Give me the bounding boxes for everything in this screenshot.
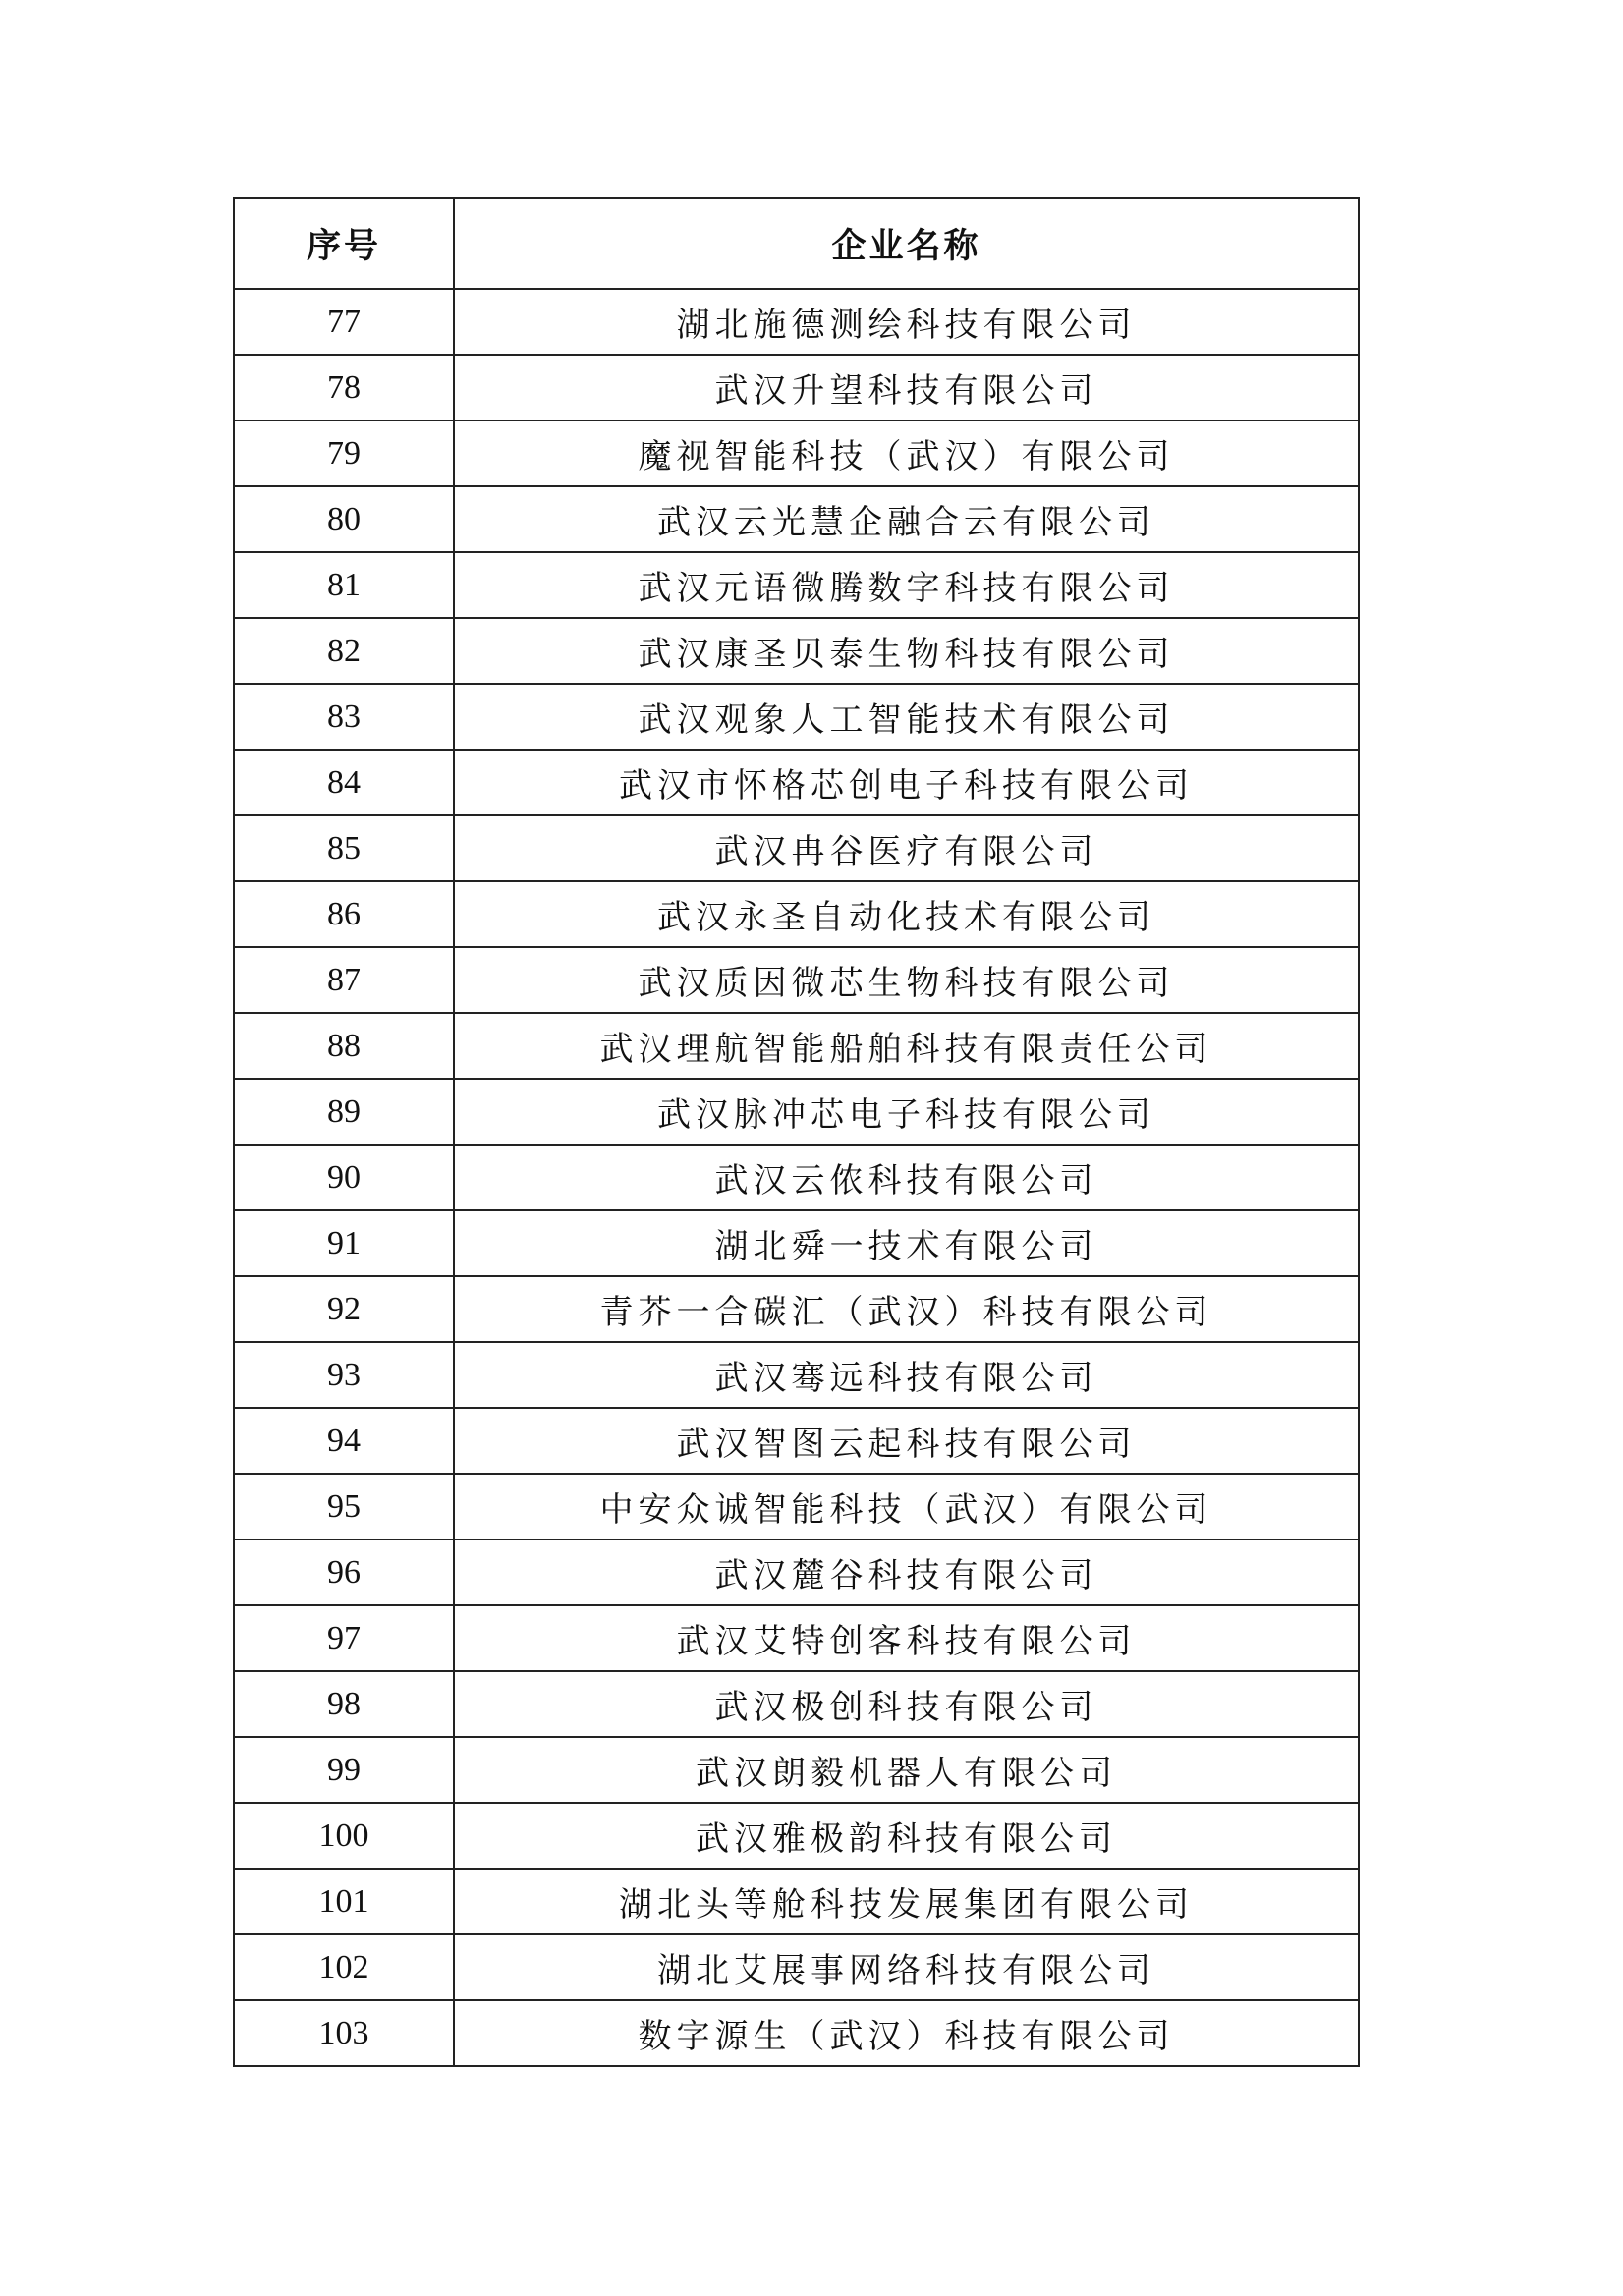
row-serial-number: 90 — [234, 1145, 454, 1210]
table-row — [234, 1869, 1359, 1934]
table-row — [234, 1342, 1359, 1408]
row-company-name: 湖北施德测绘科技有限公司 — [454, 289, 1359, 355]
table-row — [234, 1671, 1359, 1737]
row-serial-number: 91 — [234, 1210, 454, 1276]
row-serial-number: 99 — [234, 1737, 454, 1803]
row-company-name: 武汉智图云起科技有限公司 — [454, 1408, 1359, 1474]
row-company-name: 湖北艾展事网络科技有限公司 — [454, 1934, 1359, 2000]
row-company-name: 武汉极创科技有限公司 — [454, 1671, 1359, 1737]
table-header — [234, 198, 1359, 289]
row-company-name: 武汉云光慧企融合云有限公司 — [454, 486, 1359, 552]
row-serial-number: 80 — [234, 486, 454, 552]
row-serial-number: 86 — [234, 881, 454, 947]
table-row — [234, 289, 1359, 355]
table-row — [234, 1934, 1359, 2000]
row-company-name: 青芥一合碳汇（武汉）科技有限公司 — [454, 1276, 1359, 1342]
row-serial-number: 85 — [234, 815, 454, 881]
table-row — [234, 947, 1359, 1013]
row-company-name: 武汉康圣贝泰生物科技有限公司 — [454, 618, 1359, 684]
table-row — [234, 1013, 1359, 1079]
row-serial-number: 83 — [234, 684, 454, 750]
row-serial-number: 97 — [234, 1605, 454, 1671]
row-serial-number: 102 — [234, 1934, 454, 2000]
row-company-name: 中安众诚智能科技（武汉）有限公司 — [454, 1474, 1359, 1540]
row-serial-number: 101 — [234, 1869, 454, 1934]
row-serial-number: 103 — [234, 2000, 454, 2066]
table-row — [234, 1079, 1359, 1145]
row-company-name: 数字源生（武汉）科技有限公司 — [454, 2000, 1359, 2066]
table-row — [234, 684, 1359, 750]
row-company-name: 武汉冉谷医疗有限公司 — [454, 815, 1359, 881]
row-serial-number: 84 — [234, 750, 454, 815]
row-serial-number: 78 — [234, 355, 454, 420]
row-serial-number: 89 — [234, 1079, 454, 1145]
company-list-table — [233, 197, 1360, 2067]
row-serial-number: 92 — [234, 1276, 454, 1342]
row-serial-number: 87 — [234, 947, 454, 1013]
table-row — [234, 420, 1359, 486]
row-company-name: 湖北舜一技术有限公司 — [454, 1210, 1359, 1276]
row-serial-number: 93 — [234, 1342, 454, 1408]
header-serial-number: 序号 — [234, 198, 454, 289]
row-company-name: 武汉骞远科技有限公司 — [454, 1342, 1359, 1408]
row-company-name: 武汉市怀格芯创电子科技有限公司 — [454, 750, 1359, 815]
row-company-name: 武汉脉冲芯电子科技有限公司 — [454, 1079, 1359, 1145]
row-serial-number: 100 — [234, 1803, 454, 1869]
row-company-name: 魔视智能科技（武汉）有限公司 — [454, 420, 1359, 486]
table-row — [234, 1408, 1359, 1474]
row-company-name: 武汉永圣自动化技术有限公司 — [454, 881, 1359, 947]
row-serial-number: 79 — [234, 420, 454, 486]
row-serial-number: 94 — [234, 1408, 454, 1474]
row-company-name: 武汉元语微腾数字科技有限公司 — [454, 552, 1359, 618]
table-header-row — [234, 198, 1359, 289]
header-company-name: 企业名称 — [454, 198, 1359, 289]
table-row — [234, 355, 1359, 420]
table-row — [234, 815, 1359, 881]
row-serial-number: 95 — [234, 1474, 454, 1540]
row-company-name: 武汉云侬科技有限公司 — [454, 1145, 1359, 1210]
table-row — [234, 1474, 1359, 1540]
row-company-name: 武汉雅极韵科技有限公司 — [454, 1803, 1359, 1869]
table-row — [234, 1803, 1359, 1869]
table-body — [234, 289, 1359, 2066]
row-company-name: 武汉艾特创客科技有限公司 — [454, 1605, 1359, 1671]
table-row — [234, 750, 1359, 815]
table-row — [234, 1210, 1359, 1276]
row-serial-number: 77 — [234, 289, 454, 355]
table-row — [234, 2000, 1359, 2066]
table-row — [234, 1276, 1359, 1342]
row-company-name: 武汉朗毅机器人有限公司 — [454, 1737, 1359, 1803]
row-company-name: 武汉质因微芯生物科技有限公司 — [454, 947, 1359, 1013]
table-row — [234, 618, 1359, 684]
row-company-name: 湖北头等舱科技发展集团有限公司 — [454, 1869, 1359, 1934]
row-serial-number: 82 — [234, 618, 454, 684]
row-company-name: 武汉理航智能船舶科技有限责任公司 — [454, 1013, 1359, 1079]
table-row — [234, 552, 1359, 618]
row-serial-number: 88 — [234, 1013, 454, 1079]
row-serial-number: 96 — [234, 1540, 454, 1605]
table-row — [234, 1145, 1359, 1210]
row-company-name: 武汉麓谷科技有限公司 — [454, 1540, 1359, 1605]
table-row — [234, 1540, 1359, 1605]
table-row — [234, 486, 1359, 552]
table-row — [234, 1605, 1359, 1671]
table-row — [234, 1737, 1359, 1803]
table-row — [234, 881, 1359, 947]
row-company-name: 武汉升望科技有限公司 — [454, 355, 1359, 420]
row-serial-number: 98 — [234, 1671, 454, 1737]
row-company-name: 武汉观象人工智能技术有限公司 — [454, 684, 1359, 750]
row-serial-number: 81 — [234, 552, 454, 618]
